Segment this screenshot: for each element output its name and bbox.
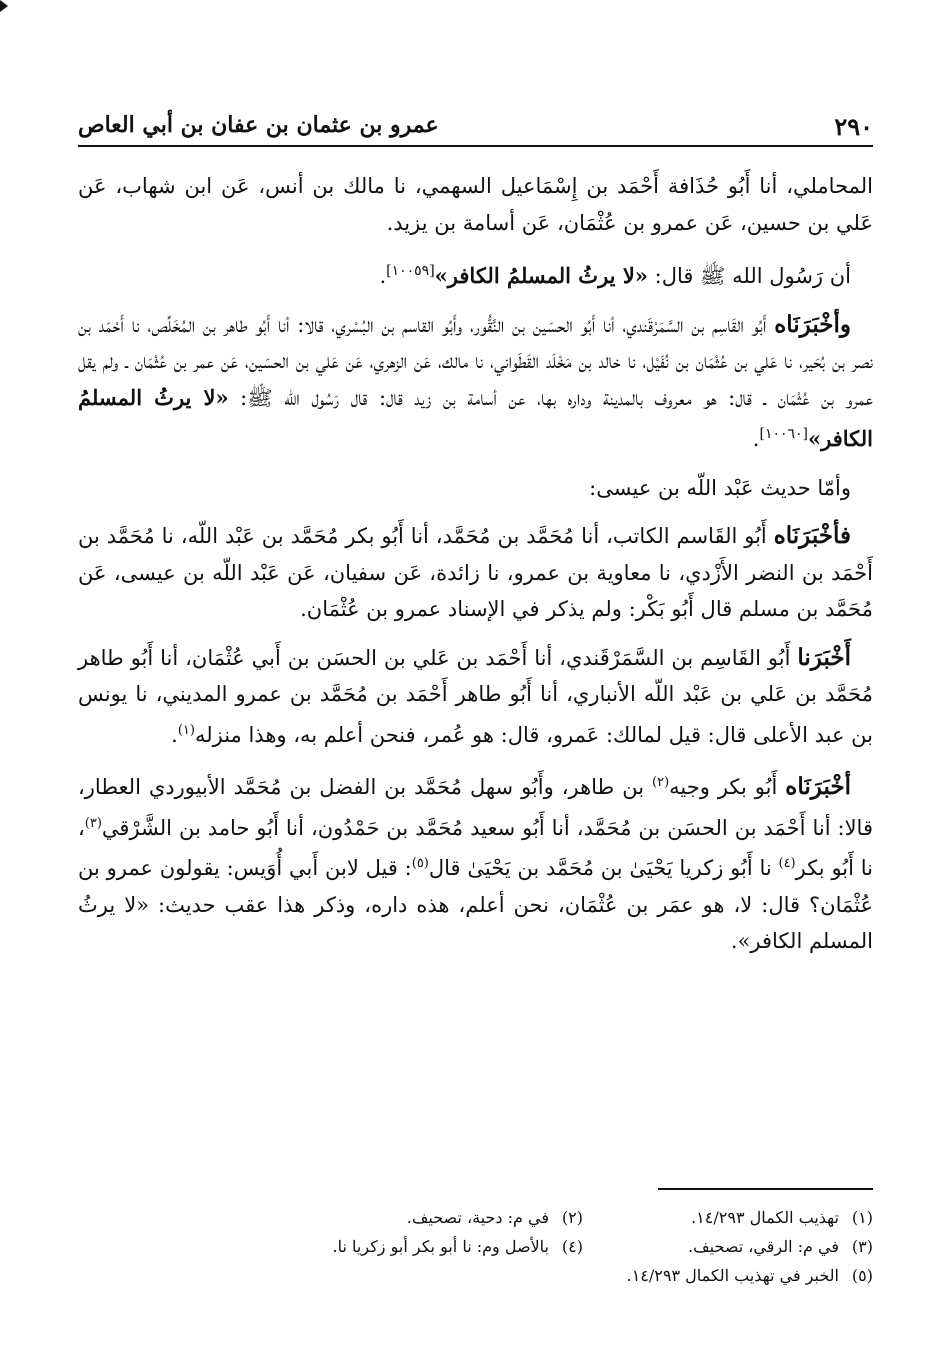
paragraph-4 (78, 470, 873, 507)
footnotes (160, 1203, 873, 1290)
isnad-keyword: وأخْبَرَنَاه (774, 310, 851, 338)
paragraph-5 (78, 518, 873, 628)
isnad-keyword: فأخْبَرَنَاه (773, 522, 851, 549)
footnote-marker: (٤) (778, 856, 796, 871)
hadith-quote: «لا يرثُ المسلمُ الكافر» (434, 263, 648, 288)
footnote-row (160, 1203, 873, 1232)
footnote-text: في م: دحية، تصحيف. (406, 1208, 549, 1227)
paragraph-7-text: ، نا أَبُو بكر (78, 815, 873, 880)
footnote-number: (٥) (851, 1266, 873, 1285)
paragraph-4-text: وأمّا حديث عَبْد اللّه بن عيسى: (589, 475, 851, 500)
body-text (78, 168, 873, 972)
paragraph-6-text: أَبُو القَاسِم بن السَّمَرْقَندي، أنا أَحْمَد بن عَلي بن الحسَن بن أَبي عُثْمَان، أنا أَبُو طاهر مُحَمَّد بن عَلي بن عَبْد اللّه الأنباري، أنا أَبُو طاهر أَحْمَد بن مُحَمَّد بن عمرو المديني، نا يونس بن عبد الأعلى قال: قيل لمالك: عَمرو، قال: هو عُمر، فنحن أعلم به، وهذا منزله (78, 645, 873, 747)
footnote-row (160, 1261, 873, 1290)
footnote-text: في م: الرقي، تصحيف. (688, 1237, 839, 1256)
paragraph-3-end: . (752, 427, 760, 451)
page-number: ٢٩٠ (834, 112, 873, 141)
footnote-marker: (٥) (411, 856, 429, 871)
paragraph-6-end: . (171, 722, 178, 747)
header-title: عمرو بن عثمان بن عفان بن أبي العاص (78, 112, 439, 138)
footnote-marker: (٢) (652, 775, 670, 790)
paragraph-7 (78, 765, 873, 960)
footnote-marker: (١) (177, 722, 195, 738)
paragraph-7-text: أَبُو بكر وجيه (669, 775, 786, 799)
footnote-1 (583, 1203, 873, 1232)
footnote-rule (658, 1188, 873, 1190)
footnote-5 (583, 1261, 873, 1290)
paragraph-1-text: المحاملي، أنا أَبُو حُذَافة أَحْمَد بن إِسْمَاعيل السهمي، نا مالك بن أنس، عَن ابن شهاب، عَن عَلي بن حسين، عَن عمرو بن عُثْمَان، عَن أسامة بن يزيد. (78, 174, 873, 235)
footnote-3 (583, 1232, 873, 1261)
footnote-text: بالأصل وم: نا أبو بكر أبو زكريا نا. (332, 1237, 549, 1256)
paragraph-7-text: : قيل لابن أَبي أُوَيس: يقولون عمرو بن عُثْمَان؟ قال: لا، هو عمَر بن عُثْمَان، نحن أعلم، هذه داره، وذكر هذا عقب حديث: «لا يرثُ المسلم الكافر». (78, 856, 873, 953)
paragraph-5-text: أَبُو القَاسم الكاتب، أنا مُحَمَّد بن مُحَمَّد، أنا أَبُو بكر مُحَمَّد بن عَبْد اللّه، نا مُحَمَّد بن أَحْمَد بن النضر الأَزْدي، نا معاوية بن عمرو، نا زائدة، عَن سفيان، عَن عَبْد اللّه بن عيسى، عَن مُحَمَّد بن مسلم قال أَبُو بَكْر: ولم يذكر في الإسناد عمرو بن عُثْمَان. (78, 524, 873, 621)
footnote-number: (٤) (561, 1237, 583, 1256)
footnote-text: تهذيب الكمال ١٤/٢٩٣. (691, 1208, 839, 1227)
hadith-quote: «لا يرثُ المسلمُ الكافر» (78, 384, 873, 451)
running-header (78, 108, 873, 142)
footnote-number: (٣) (851, 1237, 873, 1256)
footnote-2 (293, 1203, 583, 1232)
footnote-number: (٢) (561, 1208, 583, 1227)
paragraph-3-text: أَبُو القَاسِم بن السَّمَرْقَندي، أنا أَبُو الحسَين بن النَّقُّور، وأَبُو القاسم بن البُسْري، قالا: أنا أَبُو طاهر بن المُخَلِّص، نا أَحْمَد بن نصر بن بُحَير، نا عَلي بن عُثْمَان بن نُفَيْل، نا خالد بن مَخْلَد القَطَواني، نا مالك، عَن الزهري، عَن عَلي بن الحسَين، عَن عمر بن عُثْمَان ـ ولم يقل عمرو بن عُثْمَان ـ قال: هو معروف بالمدينة وداره بها، عن أسامة بن زيد قال: قال رَسُول الله ﷺ: (78, 312, 873, 410)
paragraph-7-text: نا أَبُو زكريا يَحْيَىٰ بن مُحَمَّد بن يَحْيَىٰ قال (428, 856, 779, 880)
footnote-4 (293, 1232, 583, 1261)
paragraph-2 (78, 253, 873, 295)
corner-mark (0, 0, 10, 14)
paragraph-2-end: . (379, 264, 387, 288)
header-rule (78, 145, 873, 147)
footnote-number: (١) (851, 1208, 873, 1227)
hadith-ref-number: [١٠٠٥٩] (386, 263, 435, 279)
isnad-keyword: أَخْبَرَنا (797, 643, 851, 671)
footnote-marker: (٣) (84, 815, 102, 831)
paragraph-2-text: أن رَسُول الله ﷺ قال: (647, 264, 851, 288)
isnad-keyword: أخْبَرَنَاه (785, 773, 851, 800)
paragraph-6 (78, 640, 873, 754)
paragraph-3 (78, 307, 873, 458)
hadith-ref-number: [١٠٠٦٠] (759, 426, 809, 442)
footnote-text: الخبر في تهذيب الكمال ١٤/٢٩٣. (626, 1266, 839, 1285)
footnote-row (160, 1232, 873, 1261)
paragraph-1 (78, 168, 873, 241)
paragraph-7-text: بن طاهر، وأَبُو سهل مُحَمَّد بن الفضل بن مُحَمَّد الأبيوردي العطار، قالا: أنا أَحْمَد بن الحسَن بن مُحَمَّد، أنا أَبُو سعيد مُحَمَّد بن حَمْدُون، أنا أَبُو حامد بن الشَّرْقي (78, 775, 873, 840)
